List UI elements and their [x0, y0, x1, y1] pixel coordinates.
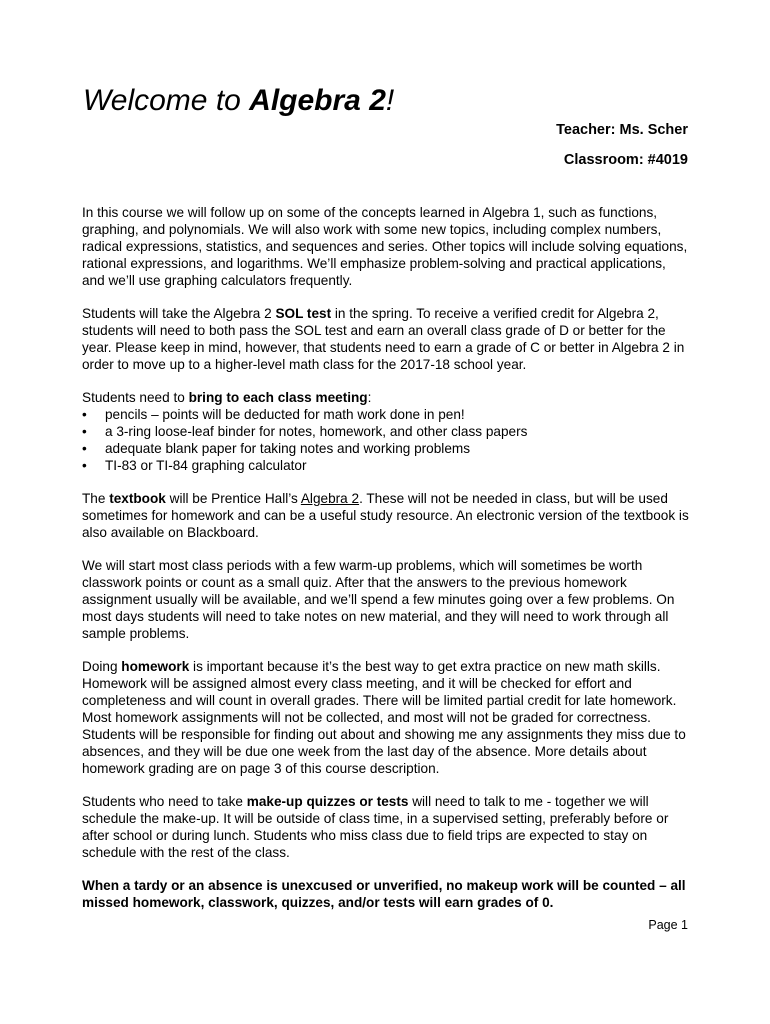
- supplies-list: [82, 406, 692, 474]
- sol-test-emphasis: SOL test: [275, 306, 332, 321]
- makeup-text-pre: Students who need to take: [82, 794, 247, 809]
- sol-paragraph: [82, 305, 692, 373]
- list-item: • a 3-ring loose-leaf binder for notes, homework, and other class papers: [82, 423, 692, 440]
- textbook-paragraph: [82, 490, 692, 541]
- intro-paragraph: In this course we will follow up on some of the concepts learned in Algebra 1, such as functions, graphing, and polynomials. We will also work with some new topics, including complex numbers, radical expressions, statistics, and sequences and series. Other topics will include solving equations, rational expressions, and logarithms. We’ll emphasize problem-solving and practical applications, and we’ll use graphing calculators frequently.: [82, 205, 688, 288]
- page-number: Page 1: [648, 918, 688, 932]
- sol-text-pre: Students will take the Algebra 2: [82, 306, 276, 321]
- homework-text-post: is important because it’s the best way to get extra practice on new math skills. Homework will be assigned almost every class meeting, and it will be checked for effort and completeness and will count in overall grades. There will be limited partial credit for late homework. Most homework assignments will not be collected, and most will not be graded for correctness. Students will be responsible for finding out about and showing me any assignments they miss due to absences, and they will be due one week from the last day of the absence. More details about homework grading are on page 3 of this course description.: [82, 659, 686, 776]
- textbook-emphasis: textbook: [109, 491, 166, 506]
- supplies-heading: [82, 389, 692, 406]
- list-item: • pencils – points will be deducted for math work done in pen!: [82, 406, 692, 423]
- sol-text-post: in the spring. To receive a verified credit for Algebra 2, students will need to both pass the SOL test and earn an overall class grade of D or better for the year. Please keep in mind, however, that students need to earn a grade of C or better in Algebra 2 in order to move up to a higher-level math class for the 2017-18 school year.: [82, 306, 685, 372]
- textbook-text-post: . These will not be needed in class, but will be used sometimes for homework and can be a useful study resource. An electronic version of the textbook is also available on Blackboard.: [82, 491, 689, 540]
- title-suffix: !: [385, 84, 395, 117]
- supplies-emphasis: bring to each class meeting: [188, 390, 368, 405]
- tardy-notice: When a tardy or an absence is unexcused or unverified, no makeup work will be counted – all missed homework, classwork, quizzes, and/or tests will earn grades of 0.: [82, 878, 686, 910]
- makeup-emphasis: make-up quizzes or tests: [246, 794, 409, 809]
- homework-paragraph: [82, 658, 692, 777]
- list-item: • TI-83 or TI-84 graphing calculator: [82, 457, 692, 474]
- supplies-text-post: :: [367, 390, 372, 405]
- textbook-title: Algebra 2: [300, 491, 360, 506]
- supplies-text-pre: Students need to: [82, 390, 189, 405]
- homework-text-pre: Doing: [82, 659, 122, 674]
- homework-emphasis: homework: [121, 659, 190, 674]
- classroom-line: Classroom: #4019: [563, 152, 688, 168]
- page-title: [83, 82, 394, 120]
- list-item: • adequate blank paper for taking notes and working problems: [82, 440, 692, 457]
- document-body: [82, 204, 692, 927]
- textbook-text-pre: The: [82, 491, 110, 506]
- teacher-line: Teacher: Ms. Scher: [556, 122, 688, 138]
- class-periods-paragraph: We will start most class periods with a few warm-up problems, which will sometimes be worth classwork points or count as a small quiz. After that the answers to the previous homework assignment usually will be available, and we’ll spend a few minutes going over a few problems. On most days students will need to take notes on new material, and they will need to work through all sample problems.: [82, 558, 675, 641]
- title-prefix: Welcome to: [83, 84, 250, 117]
- title-course: Algebra 2: [249, 84, 386, 117]
- makeup-paragraph: [82, 793, 692, 861]
- textbook-text-mid: will be Prentice Hall’s: [165, 491, 301, 506]
- makeup-text-post: will need to talk to me - together we will schedule the make-up. It will be outside of class time, in a supervised setting, preferably before or after school or during lunch. Students who miss class due to field trips are expected to stay on schedule with the rest of the class.: [82, 794, 669, 860]
